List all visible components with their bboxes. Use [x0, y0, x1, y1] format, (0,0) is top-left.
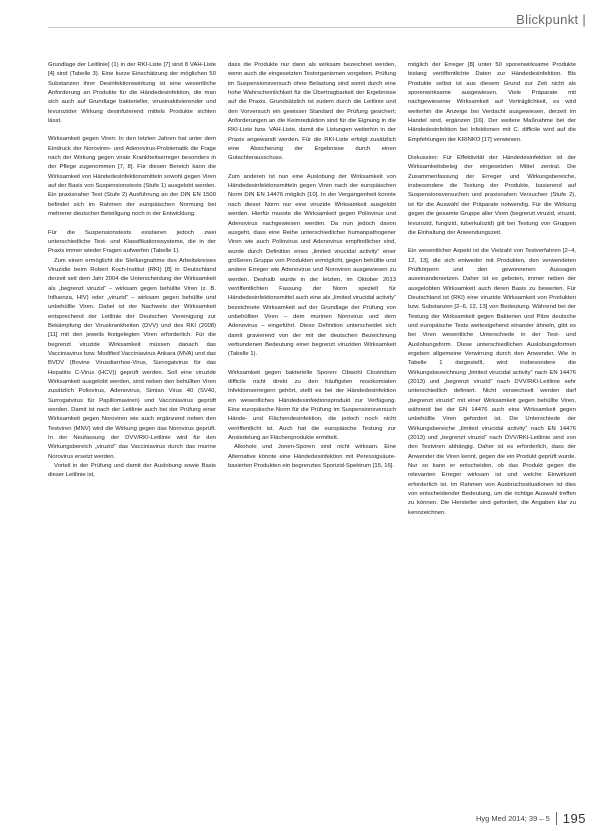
paragraph: Grundlage der Leitlinie] (1) in der RKI-Liste [7] sind 8 VAH-Liste [4] sind (Tabelle 3). Eine kurze Einschätzung der möglichen 50 Substanzen ihrer Desinfektionswirkung ist eine wesentliche Anforderung an Produkte für die Händedesinfektion, die man sich auch auf Grundlage bakterieller, virusinaktivierender und levurozider Wirkung desinfizierend mittels Produkte sichten lässt.: [48, 62, 216, 125]
paragraph: Wirksamkeit gegen bakterielle Sporen: Obwohl Clostridium difficile nicht direkt zu den häufigsten nosokomialen Infektionserregern gehört, stellt es bei der Händedesinfektion ein wesentliches Händedesinfektionsprodukt zur Verfügung. Eine europäische Norm für die Prüfung im Suspensionsversuch Hände- und Flächendesinfektion, die jedoch noch nicht veröffentlicht ist. Auch hat die europäische Testung zur Ansiedelung an Flächenprodukte ermittelt.: [228, 369, 396, 442]
column-2: [228, 61, 396, 801]
paragraph: dass die Produkte nur dann als wirksam bezeichnet werden, wenn auch die eingesetzten Testorganismen vorgeben. Prüfung im Suspensionsversuch ohne Belastung sind somit durch eine hohe Wahrscheinlichkeit für die Übertragbarkeit der Ergebnisse auf die Praxis. Grundsätzlich ist zudem durch die Leitlinie und den Vorversuch ein gewisser Standard der Prüfung gesichert; Anforderungen an die Keimreduktion sind für die Eignung in die RKI-Liste bzw. VAH-Liste, damit die Listungen weiterhin in der Praxis angewandt werden. Für die RKI-Liste erfolgt zusätzlich eine Absicherung der Ergebnisse durch einen Gutachterausschuss.: [228, 62, 396, 162]
page-footer: [476, 810, 586, 826]
section-label: Blickpunkt |: [516, 12, 586, 27]
header-rule: [48, 27, 540, 28]
paragraph: Alkohole und Jonen-Sporen sind nicht wirksam. Eine Alternative könnte eine Händedesinfektion mit Peressigsäure-basierten Produkten ein begrenztes Sporizid-Spektrum [15, 16].: [228, 444, 396, 470]
paragraph: möglich der Erreger [8] unter 50 sporenwirksame Produkte bislang veröffentlichte Daten zur Händedesinfektion. Bis Produkte selbst ist aus diesem Grund zur Zeit nicht als sporenwirksame ausgewiesen. Viele Präparate mit nachgewiesener Wirksamkeit auf Verträglichkeit, es wird weiterhin die Anzeige bei Verdacht ausgewiesen, derzeit im Handel sind, ergänzen [16]. Der weitere Maßnahme bei der Händedesinfektion bei Infektionen mit C. difficile wird auf die Empfehlungen der KRINKO [17] verwiesen.: [408, 62, 576, 143]
page-header: [0, 6, 600, 28]
column-1: [48, 61, 216, 801]
paragraph: Vorteil in der Prüfung und damit der Auslobung sowie Basis dieser Leitlinie ist,: [48, 463, 216, 479]
paragraph: Wirksamkeit gegen Viren: In den letzten Jahren hat unter dem Eindruck der Noroviren- und Adenovirus-Problematik die Frage nach der Wirkung gegen virale Krankheitserreger besonders in der Pflege zugenommen [7, 8]. Für diesen Bereich kann die Wirksamkeit von Händedesinfektionsmitteln sowohl gegen Viren auf der Basis von Suspensionstests (Stufe 1) ausgelobt werden. Ein praxisnaher Test (Stufe 2) Ausführung an der DIN EN 1500 befindet sich im Rahmen der europäischen Normung bei mehrerer deutscher Beteiligung noch in der Entwicklung.: [48, 136, 216, 218]
footer-divider: [556, 812, 557, 825]
paragraph: Zum einen ermöglicht die Stellungnahme des Arbeitskreises Viruzidie beim Robert Koch-Institut (RKI) [8] in Deutschland derzeit seit dem Jahr 2004 die Unterscheidung der Wirksamkeit als „begrenzt viruzid“ – wirksam gegen behüllte Viren (z. B. Influenza, HIV) oder „viruzid“ – wirksam gegen behüllte und unbehüllte Viren. Dabei ist der Nachweis der Wirksamkeit entsprechend der Leitlinie der Deutschen Vereinigung zur Bekämpfung der Viruskrankheiten (DVV) und des RKI (2008) [11] mit den jeweils festgelegten Viren erforderlich. Für die begrenzt viruzide Wirksamkeit müssen danach das Vacciniavirus bzw. Modified Vacciniavirus Ankara (MVA) und das BVDV (Bovine Virusdiarrhoe-Virus, Surrogatvirus für das Hepatitis C-Virus (HCV)) geprüft werden. Soll eine viruzide Wirksamkeit ausgelobt werden, sind neben den behüllten Viren zusätzlich Poliovirus, Adenovirus, Simian Virus 40 (SV40, Surrogatvirus für Papillomaviren) und Vacciniavirus geprüft werden. Damit ist nach der Leitlinie auch bei der Prüfung einer Wirksamkeit gegen Noroviren wie auch ergänzend neben den Testviren (MNV) wird die Wirkung gegen das Norovirus geprüft. In der Neufassung der DVV/RKI-Leitlinie wird für den Wirkungsbereich „viruzid“ das Vacciniavirus durch das murine Norovirus ersetzt werden.: [48, 257, 216, 460]
column-3: [408, 61, 576, 801]
paragraph: Für die Suspensionstests existieren jedoch zwei unterschiedliche Test- und Klassifikationssysteme, die in der Praxis immer wieder Fragen aufwerfen (Tabelle 1).: [48, 229, 216, 255]
paragraph: Diskussion: Für Effektivität der Händedesinfektion ist der Wirksamkeitsbeleg der eingesetzten Mittel zentral. Die Zusammenfassung der Erreger und Wirkungsbereiche, insbesondere die Testung der Produkte, basierend auf Suspensionsversuchen und praxisnahen Versuchen (Stufe 2), ist für die Auswahl der Präparate notwendig. Für die Wirkung gegen die gesamte Gruppe aller Viren (begrenzt viruzid, viruzid, levurozid, fungizid, tuberkulozid) gilt bei Testung von Gruppen die Einhaltung der Anwendungszeit.: [408, 155, 576, 236]
paragraph: Zum anderen ist nun eine Auslobung der Wirksamkeit von Händedesinfektionsmitteln gegen Viren nach der europäischen Norm DIN EN 14476 möglich [10]. In der Vergangenheit konnte nach dieser Norm nur eine viruzide Wirksamkeit ausgelobt werden. Hierfür musste die Wirksamkeit gegen Poliovirus und Adenovirus nachgewiesen werden. Da nun jedoch davon ausgeht, dass eine Reihe unterschiedlicher humanpathogener Viren wie auch Poliovirus und Adenovirus empfindlicher sind, wurde durch Definition eines „limited virucidal activity“ einer größeren Gruppe von Produkten ermöglicht, gegen behüllte und andere Erreger wie Adenovirus und Noroviren ausgewiesen zu werden. Deshalb wurde in der letzten, im Oktober 2013 veröffentlichten Fassung der Norm speziell für Händedesinfektionsmittel auch eine als „limited virucidal activity“ bezeichnete Wirksamkeit auf der Grundlage der Prüfung von unbehüllten Viren – dem murinen Norovirus und dem Adenovirus – eingeführt. Diese Definition unterscheidet sich damit gravierend von der mit der deutschen Bezeichnung verbundenen Bedeutung einer begrenzt viruziden Wirksamkeit (Tabelle 1).: [228, 173, 396, 358]
paragraph: Ein wesentlicher Aspekt ist die Vielzahl von Testverfahren [2–4, 12, 13], die sich entweder mit Produkten, den verwendeten Prüfkörpern und den gewonnenen Aussagen auseinandersetzen. Daher ist es geboten, immer neben der ausgelobten Wirksamkeit auch deren Basis zu bewerten. Für Deutschland ist (RKI) eine viruzide Wirksamkeit von Produkten bzw. Substanzen [2–6, 12, 13] von Bedeutung. Während bei der Testung der Wirksamkeit gegen Bakterien und Pilze deutsche und europäische Tests weitestgehend einander ähneln, gibt es bei Viren wesentliche Unterschiede in der Test- und Auslobungsform. Diese unterschiedlichen Auslobungsformen ergeben allgemeine Verwirrung durch den Anwender. Wie in Tabelle 1 dargestellt, wird insbesondere die Wirkungsbezeichnung „limited virucidal activity“ nach EN 14476 (2013) und „begrenzt viruzid“ nach DVV/RKI-Leitlinie sehr unterschiedlich definiert. Nicht verwechselt werden darf „begrenzt viruzid“ mit einer Wirksamkeit gegen behüllte Viren, während bei der EN 14476 auch eine Wirksamkeit gegen unbehüllte Viren gefordert ist. Die Unterschiede der Wirkungsbereiche „limited virucidal activity“ nach EN 14476 (2013) und „begrenzt viruzid“ nach DVV/RKI-Leitlinie sind von den Testviren abhängig. Daher ist es erforderlich, dass der Anwender die Viren kennt, gegen die ein Produkt geprüft wurde. Nur so kann er entscheiden, ob das Produkt gegen die relevanten Erreger wirksam ist und welche Einwirkzeit erforderlich ist. Im Rahmen von Ausbruchssituationen ist dies von entscheidender Bedeutung, um die richtige Auswahl treffen zu können. Die Hersteller sind gefordert, die Angaben klar zu kennzeichnen.: [408, 248, 576, 516]
article-body: [48, 61, 576, 801]
page-number: 195: [562, 810, 586, 826]
journal-citation: Hyg Med 2014; 39 – 5: [475, 813, 550, 823]
